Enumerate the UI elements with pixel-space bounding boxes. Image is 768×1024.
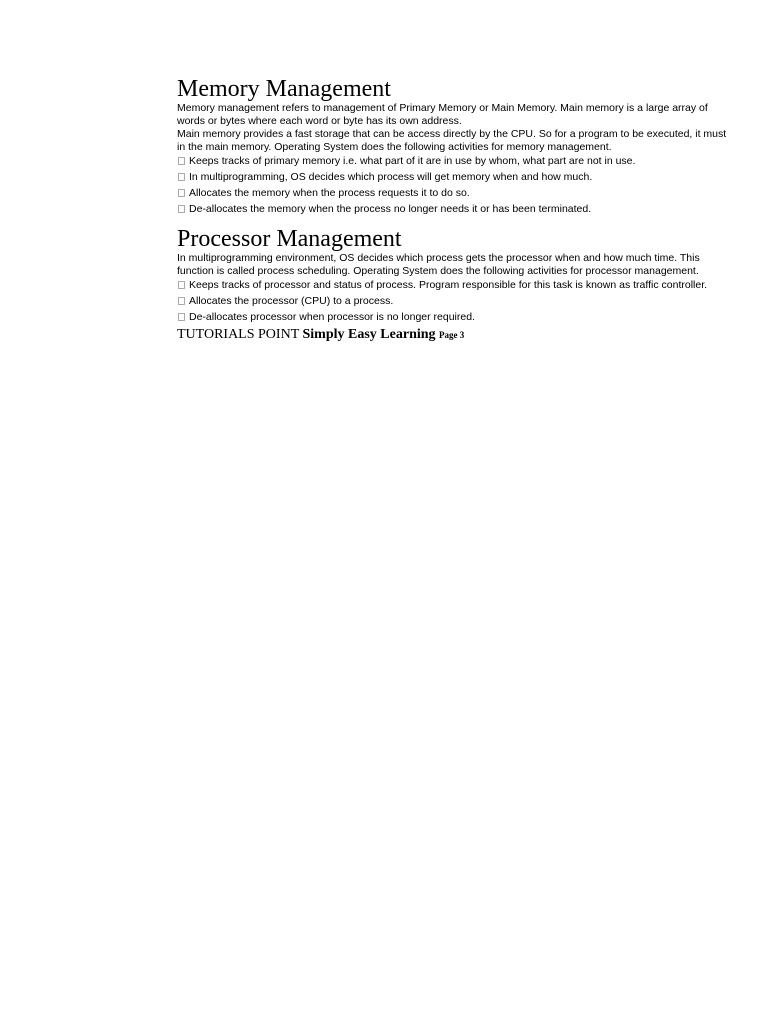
bullet-box-icon	[178, 297, 185, 305]
document-page	[177, 76, 737, 343]
bullet-box-icon	[178, 157, 185, 165]
memory-management-section	[177, 76, 737, 216]
bullet-text: Allocates the memory when the process requests it to do so.	[189, 187, 470, 199]
list-item	[177, 171, 737, 184]
processor-management-heading: Processor Management	[177, 226, 402, 252]
memory-paragraph-2: Main memory provides a fast storage that can be access directly by the CPU. So for a program to be executed, it must in the main memory. Operating System does the following activities for memory management.	[177, 128, 727, 153]
list-item	[177, 187, 737, 200]
list-item	[177, 203, 737, 216]
bullet-text: In multiprogramming, OS decides which process will get memory when and how much.	[189, 171, 593, 183]
footer-tagline: Simply Easy Learning	[302, 327, 436, 342]
bullet-text: Keeps tracks of primary memory i.e. what part of it are in use by whom, what part are not in use.	[189, 155, 636, 167]
memory-management-heading: Memory Management	[177, 76, 391, 102]
list-item	[177, 155, 737, 168]
bullet-box-icon	[178, 313, 185, 321]
list-item	[177, 279, 737, 292]
memory-paragraph-1: Memory management refers to management of Primary Memory or Main Memory. Main memory is a large array of words or bytes where each word or byte has its own address.	[177, 102, 708, 127]
processor-bullet-list	[177, 279, 737, 324]
memory-bullet-list	[177, 155, 737, 216]
list-item	[177, 295, 737, 308]
bullet-box-icon	[178, 189, 185, 197]
bullet-box-icon	[178, 281, 185, 289]
list-item	[177, 311, 737, 324]
page-footer	[177, 327, 737, 343]
bullet-text: Keeps tracks of processor and status of process. Program responsible for this task is known as traffic controller.	[189, 279, 708, 291]
bullet-text: De-allocates the memory when the process no longer needs it or has been terminated.	[189, 203, 592, 215]
bullet-box-icon	[178, 205, 185, 213]
footer-brand: TUTORIALS POINT	[177, 327, 299, 342]
bullet-box-icon	[178, 173, 185, 181]
processor-management-section	[177, 226, 737, 324]
processor-paragraph-1: In multiprogramming environment, OS decides which process gets the processor when and how much time. This function is called process scheduling. Operating System does the following activities for processor management.	[177, 252, 700, 277]
footer-page-number: Page 3	[439, 330, 465, 340]
bullet-text: De-allocates processor when processor is no longer required.	[189, 311, 475, 323]
bullet-text: Allocates the processor (CPU) to a process.	[189, 295, 394, 307]
